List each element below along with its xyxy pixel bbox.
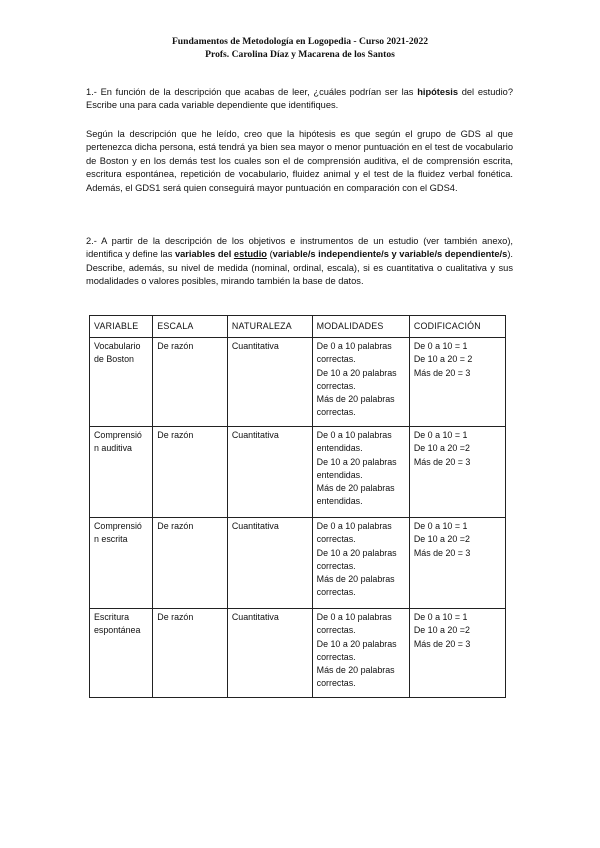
question-2 xyxy=(86,235,513,289)
cell-line: De 0 a 10 palabras xyxy=(316,430,392,441)
cell-line: Más de 20 = 3 xyxy=(413,456,471,467)
cell-naturaleza: Cuantitativa xyxy=(227,338,312,427)
question-2-bold-1: variables del xyxy=(174,249,234,260)
cell-escala: De razón xyxy=(153,427,228,518)
header-escala: ESCALA xyxy=(153,316,228,338)
cell-line: de Boston xyxy=(94,354,134,365)
cell-codificacion xyxy=(409,518,505,609)
question-2-part-2: ( xyxy=(266,249,273,260)
cell-line: espontánea xyxy=(94,625,141,636)
cell-codificacion xyxy=(409,338,505,427)
cell-line: Escritura xyxy=(94,612,130,623)
cell-line: De 10 a 20 =2 xyxy=(413,443,470,454)
cell-line: De 0 a 10 palabras xyxy=(316,612,392,623)
document-header xyxy=(0,36,600,61)
cell-line: De 10 a 20 = 2 xyxy=(413,354,473,365)
cell-naturaleza: Cuantitativa xyxy=(227,609,312,698)
table-header-row xyxy=(90,316,506,338)
cell-variable xyxy=(90,338,153,427)
cell-line: correctas. xyxy=(316,354,356,365)
header-naturaleza: NATURALEZA xyxy=(227,316,312,338)
cell-line: correctas. xyxy=(316,587,356,598)
cell-line: correctas. xyxy=(316,651,356,662)
table-row xyxy=(90,518,506,609)
cell-modalidades xyxy=(312,518,409,609)
cell-line: Más de 20 = 3 xyxy=(413,367,471,378)
cell-line: Más de 20 = 3 xyxy=(413,638,471,649)
cell-line: De 0 a 10 = 1 xyxy=(413,521,468,532)
cell-escala: De razón xyxy=(153,518,228,609)
question-2-underlined: estudio xyxy=(233,249,267,260)
question-1-prefix: 1.- En función de la descripción que acabas de leer, ¿cuáles podrían ser las xyxy=(86,87,418,97)
cell-variable xyxy=(90,427,153,518)
cell-line: correctas. xyxy=(316,380,356,391)
question-1 xyxy=(86,86,513,113)
cell-modalidades xyxy=(312,338,409,427)
cell-line: De 10 a 20 palabras xyxy=(316,638,397,649)
cell-codificacion xyxy=(409,427,505,518)
cell-escala: De razón xyxy=(153,338,228,427)
cell-line: n auditiva xyxy=(94,443,132,454)
cell-line: Más de 20 palabras xyxy=(316,394,395,405)
cell-line: De 0 a 10 palabras xyxy=(316,521,392,532)
cell-naturaleza: Cuantitativa xyxy=(227,518,312,609)
header-variable: VARIABLE xyxy=(90,316,153,338)
cell-variable xyxy=(90,609,153,698)
cell-line: Más de 20 palabras xyxy=(316,483,395,494)
header-codificacion: CODIFICACIÓN xyxy=(409,316,505,338)
table-row xyxy=(90,338,506,427)
cell-line: Vocabulario xyxy=(94,341,141,352)
cell-line: De 0 a 10 = 1 xyxy=(413,430,468,441)
cell-modalidades xyxy=(312,427,409,518)
header-modalidades: MODALIDADES xyxy=(312,316,409,338)
cell-line: Más de 20 = 3 xyxy=(413,547,471,558)
question-2-part-3: ). Describe, además, su nivel de medida (nominal, ordinal, escala), si es cuantitativa o cualitativa y sus modalidades o valores posibles, mirando también la base de datos. xyxy=(86,249,513,287)
cell-line: correctas. xyxy=(316,560,356,571)
header-course-title: Fundamentos de Metodología en Logopedia - Curso 2021-2022 xyxy=(171,36,429,47)
cell-naturaleza: Cuantitativa xyxy=(227,427,312,518)
cell-line: entendidas. xyxy=(316,469,363,480)
cell-variable xyxy=(90,518,153,609)
cell-line: Comprensió xyxy=(94,521,142,532)
cell-line: Más de 20 palabras xyxy=(316,574,395,585)
answer-1: Según la descripción que he leído, creo que la hipótesis es que según el grupo de GDS al que pertenezca dicha persona, está tendrá ya bien sea mayor o menor puntuación en el test de vocabulario de Boston y en los demás test los cuales son el de comprensión auditiva, el de comprensión escrita, escritura espontánea, repetición de vocabulario, fluidez animal y el test de la fluidez verbal fonética. Además, el GDS1 será quien conseguirá mayor puntuación en comparación con el GDS4. xyxy=(86,129,513,193)
variables-table xyxy=(89,315,506,698)
table-row xyxy=(90,609,506,698)
cell-line: De 10 a 20 =2 xyxy=(413,625,470,636)
cell-line: De 0 a 10 palabras xyxy=(316,341,392,352)
cell-codificacion xyxy=(409,609,505,698)
question-1-bold-term: hipótesis xyxy=(417,87,458,97)
table-row xyxy=(90,427,506,518)
question-2-bold-2: variable/s independiente/s y variable/s dependiente/s xyxy=(272,249,508,260)
header-professors: Profs. Carolina Díaz y Macarena de los Santos xyxy=(205,48,395,60)
cell-line: entendidas. xyxy=(316,496,363,507)
cell-line: De 10 a 20 palabras xyxy=(316,456,397,467)
question-1-suffix: del estudio? Escribe una para cada variable dependiente que identifiques. xyxy=(86,87,513,111)
cell-line: Comprensió xyxy=(94,430,142,441)
cell-line: entendidas. xyxy=(316,443,363,454)
cell-line: De 10 a 20 palabras xyxy=(316,547,397,558)
cell-line: De 0 a 10 = 1 xyxy=(413,612,468,623)
cell-escala: De razón xyxy=(153,609,228,698)
cell-line: n escrita xyxy=(94,534,128,545)
cell-line: De 10 a 20 =2 xyxy=(413,534,470,545)
cell-line: correctas. xyxy=(316,407,356,418)
cell-modalidades xyxy=(312,609,409,698)
cell-line: De 0 a 10 = 1 xyxy=(413,341,468,352)
cell-line: correctas. xyxy=(316,678,356,689)
cell-line: correctas. xyxy=(316,534,356,545)
cell-line: De 10 a 20 palabras xyxy=(316,367,397,378)
cell-line: Más de 20 palabras xyxy=(316,665,395,676)
cell-line: correctas. xyxy=(316,625,356,636)
question-2-part-1: 2.- A partir de la descripción de los objetivos e instrumentos de un estudio (ver también anexo), identifica y define las xyxy=(86,236,513,260)
